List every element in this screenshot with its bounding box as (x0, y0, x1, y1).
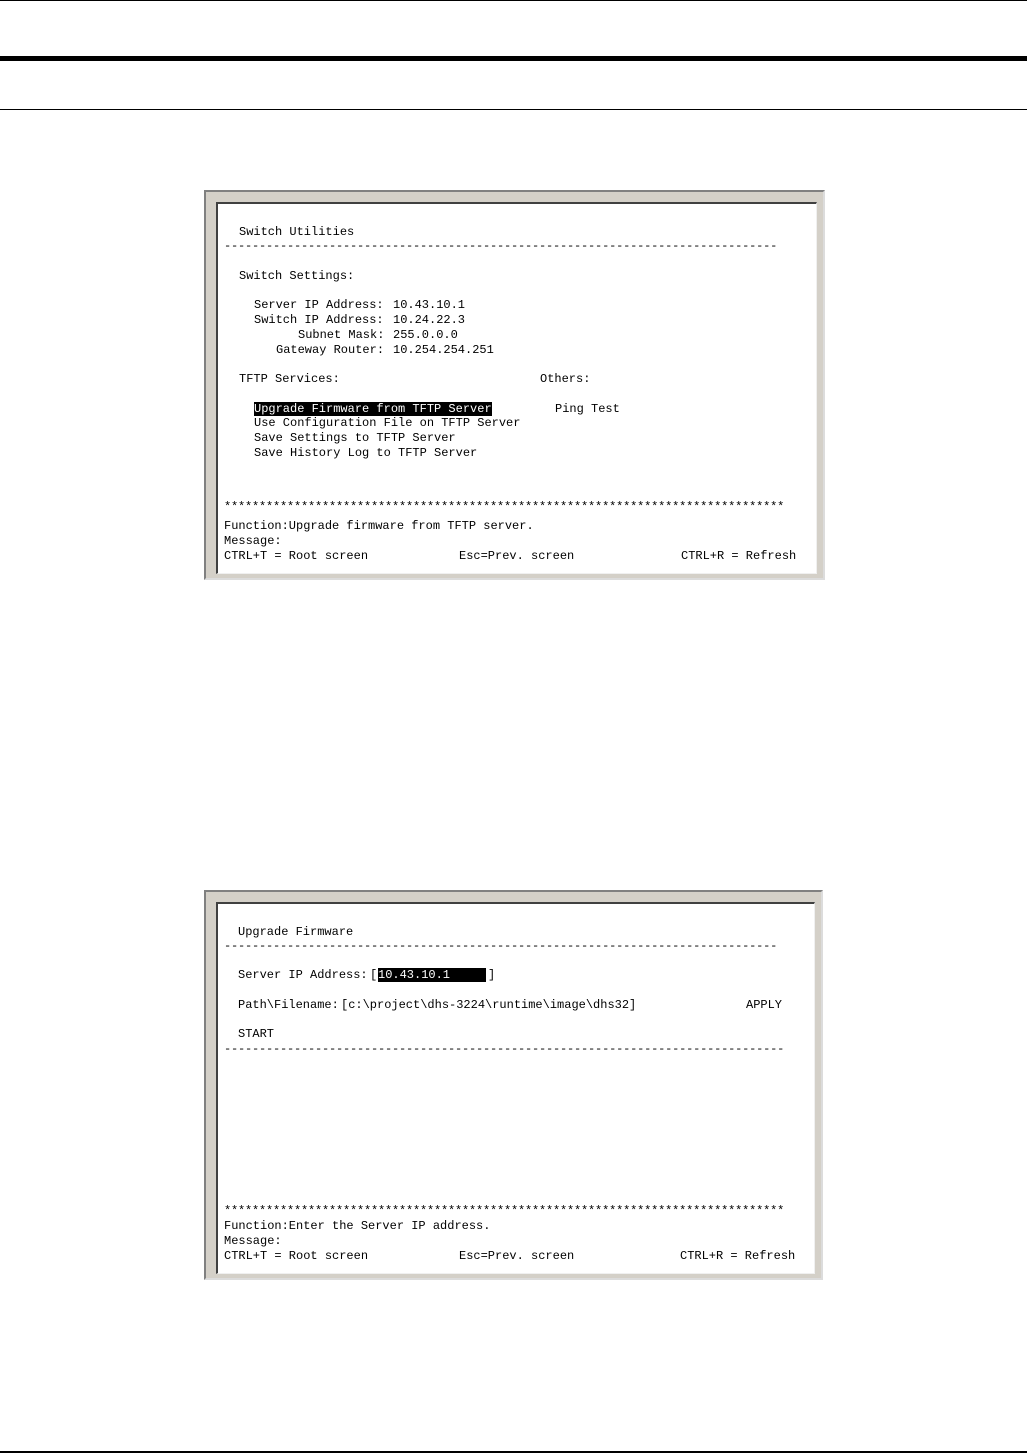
others-label: Others: (540, 372, 591, 386)
menu-item-upgrade-firmware[interactable]: Upgrade Firmware from TFTP Server (254, 402, 492, 416)
header-rule-thin (0, 0, 1027, 1)
gateway-router-value: 10.254.254.251 (393, 343, 494, 357)
footer-prev-screen: Esc=Prev. screen (459, 549, 575, 563)
separator-dashes: ------------------------------------------------------------------------------- (224, 239, 778, 253)
menu-item-save-settings[interactable]: Save Settings to TFTP Server (254, 431, 456, 445)
console-window-upgrade-firmware (204, 890, 823, 1280)
screen-title: Switch Utilities (239, 225, 355, 239)
function-line: Function:Upgrade firmware from TFTP server. (224, 519, 534, 533)
screen-title: Upgrade Firmware (238, 925, 354, 939)
menu-item-use-config-file[interactable]: Use Configuration File on TFTP Server (254, 416, 521, 430)
switch-ip-value: 10.24.22.3 (393, 313, 466, 327)
server-ip-label: Server IP Address: (254, 298, 384, 312)
server-ip-label: Server IP Address: (238, 968, 368, 982)
switch-settings-label: Switch Settings: (239, 269, 355, 283)
server-ip-input[interactable]: 10.43.10.1 (378, 968, 487, 982)
path-filename-label: Path\Filename: (238, 998, 339, 1012)
message-line: Message: (224, 1234, 282, 1248)
console-screen (216, 902, 815, 1274)
tftp-services-label: TFTP Services: (239, 372, 340, 386)
function-line: Function:Enter the Server IP address. (224, 1219, 491, 1233)
server-ip-bracket-open: [ (370, 968, 378, 982)
footer-rule (0, 1451, 1027, 1453)
start-button[interactable]: START (238, 1027, 275, 1041)
subnet-mask-value: 255.0.0.0 (393, 328, 458, 342)
footer-refresh: CTRL+R = Refresh (680, 1249, 796, 1263)
separator-stars: ******************************************************************************** (224, 1204, 785, 1218)
menu-item-ping-test[interactable]: Ping Test (555, 402, 620, 416)
server-ip-bracket-close: ] (488, 968, 496, 982)
console-screen (216, 202, 817, 574)
path-filename-input[interactable]: [c:\project\dhs-3224\runtime\image\dhs32] (341, 998, 637, 1012)
menu-item-save-history-log[interactable]: Save History Log to TFTP Server (254, 446, 478, 460)
switch-ip-label: Switch IP Address: (254, 313, 384, 327)
separator-dashes-2: -------------------------------------------------------------------------------- (224, 1042, 785, 1056)
gateway-router-label: Gateway Router: (276, 343, 385, 357)
footer-root-screen: CTRL+T = Root screen (224, 1249, 369, 1263)
subnet-mask-label: Subnet Mask: (298, 328, 385, 342)
footer-prev-screen: Esc=Prev. screen (459, 1249, 575, 1263)
footer-root-screen: CTRL+T = Root screen (224, 549, 369, 563)
separator-stars: ******************************************************************************** (224, 500, 785, 514)
header-rule-thick (0, 56, 1027, 61)
separator-dashes: ------------------------------------------------------------------------------- (224, 939, 778, 953)
footer-refresh: CTRL+R = Refresh (681, 549, 797, 563)
server-ip-value: 10.43.10.1 (393, 298, 466, 312)
message-line: Message: (224, 534, 282, 548)
header-rule-bottom (0, 109, 1027, 110)
console-window-switch-utilities (204, 190, 825, 580)
apply-button[interactable]: APPLY (746, 998, 783, 1012)
